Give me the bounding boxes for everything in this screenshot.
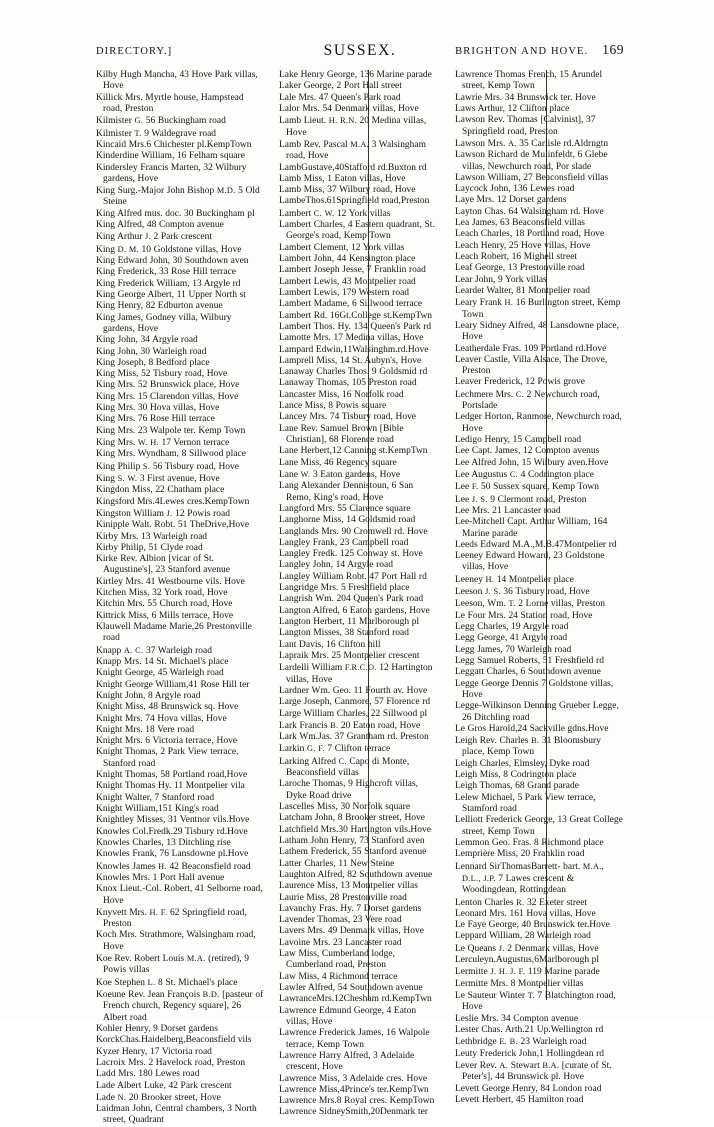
directory-entry: Kitchin Mrs. 55 Church road, Hove [96, 599, 233, 610]
directory-entry: Leeson, Wm. T. 2 Lorne villas, Preston [455, 599, 606, 610]
directory-column-2 [272, 70, 448, 1118]
directory-entry: Knowles Frank, 76 Lansdowne pl.Hove [96, 849, 249, 860]
directory-entry: Koe Stephen L. 8 St. Michael's place [96, 977, 238, 988]
directory-entry: Lea James, 63 Beaconsfield villas [455, 218, 585, 229]
directory-entry: Lade N. 20 Brooker street, Hove [96, 1092, 221, 1103]
directory-entry: LambeThos.61Springfield road,Preston [279, 196, 430, 207]
directory-entry: Leaver Castle, Villa Alsace, The Drove, Preston [455, 354, 608, 377]
directory-entry: Knight John, 8 Argyle road [96, 690, 201, 701]
directory-entry: Lardelli William F.R.C.O. 12 Hartington villas, Hove [279, 663, 433, 685]
directory-entry: Kinderdine William, 16 Felham square [96, 151, 245, 162]
directory-entry: Knight Mrs. 74 Hova villas, Hove [96, 713, 227, 724]
post-nominal: H. [149, 907, 159, 917]
post-nominal: M.A. [186, 954, 206, 964]
post-nominal: N. [117, 1092, 127, 1102]
post-nominal: F. [160, 907, 168, 917]
directory-entry: Latter Charles, 11 New Steine [279, 858, 395, 869]
post-nominal: J. [471, 494, 478, 504]
directory-entry: Lawrence Miss,4Prince's ter.KempTwn [279, 1084, 429, 1095]
directory-entry: Lane Herbert,12 Canning st.KempTwn [279, 446, 428, 457]
directory-entry: Langley Fredk. 125 Conway st. Hove [279, 549, 423, 560]
directory-entry: Lambert C. W. 12 York villas [279, 208, 391, 219]
directory-entry: Lambert Lewis, 43 Montpelier road [279, 276, 416, 287]
directory-entry: Leary Sidney Alfred, 48 Lansdowne place, Hove [455, 320, 619, 343]
directory-entry: King Frederick, 33 Rose Hill terrace [96, 267, 236, 278]
directory-entry: Knight Miss, 48 Brunswick sq. Hove [96, 702, 239, 713]
directory-entry: King Edward John, 30 Southdown aven [96, 256, 249, 266]
post-nominal: D.L., [462, 873, 481, 883]
directory-entry: Lenton Charles R. 32 Exeter street [455, 897, 588, 908]
directory-entry: Kirke Rev. Albion [vicar of St. Augustine's], 23 Stanford avenue [96, 554, 230, 576]
directory-entry: LambGustave,40Stafford rd.Buxton rd [279, 162, 427, 173]
post-nominal: B. [531, 736, 540, 746]
directory-column-1 [96, 70, 272, 1126]
directory-entry: Kirby Philip, 51 Clyde road [96, 542, 203, 553]
directory-entry: King Alfred mus. doc. 30 Buckingham pl [96, 208, 255, 219]
directory-entry: Lancey Mrs. 74 Tisbury road, Hove [279, 412, 417, 423]
directory-entry: Laughton Alfred, 82 Southdown avenue [279, 869, 433, 880]
directory-entry: Lear John, 9 York villas [455, 274, 547, 285]
directory-entry: Lamb Rev. Pascal M.A. 3 Walsingham road, Hove [279, 139, 427, 162]
directory-entry: Laurie Miss, 28 Prestonville road [279, 892, 407, 903]
directory-entry: Lever Rev. A. Stewart B.A. [curate of St. Peter's], 44 Brunswick pl. Hove [455, 1060, 612, 1083]
directory-entry: Leary Frank H. 16 Burlington street, Kemp Town [455, 298, 621, 320]
directory-entry: Lamb Miss, 1 Eaton villas, Hove [279, 173, 406, 184]
directory-entry: Large Joseph, Canmore, 57 Florence rd [279, 697, 431, 708]
post-nominal: E. [499, 1037, 508, 1047]
directory-entry: Leach Robert, 16 Mighell street [455, 252, 578, 262]
directory-entry: Lerculeyn.Augustus,6Marlborough pl [455, 955, 600, 966]
post-nominal: H. [328, 116, 338, 126]
directory-entry: Knight Thomas Hy. 11 Montpelier vila [96, 781, 245, 792]
directory-entry: Ledigo Henry, 15 Campbell road [455, 435, 582, 445]
directory-entry: Lawler Alfred, 54 Southdown avenue [279, 983, 423, 993]
directory-entry: Leeds Edward M.A.,M.B.47Montpelier rd [455, 539, 617, 550]
directory-entry: Leaf George, 13 Prestonville road [455, 263, 585, 274]
directory-entry: Lardner Wm. Geo. 11 Fourth av. Hove [279, 685, 428, 696]
directory-entry: Lale Mrs. 47 Queen's Park road [279, 92, 401, 103]
directory-entry: Kilmister T. 9 Waldegrave road [96, 128, 217, 139]
post-nominal: L. [147, 977, 156, 987]
post-nominal: S. [142, 461, 151, 471]
directory-entry: Langley John, 14 Argyle road [279, 560, 393, 571]
post-nominal: C. [135, 645, 144, 655]
directory-entry: Leigh Miss, 8 Codrington place [455, 770, 577, 781]
directory-entry: King Frederick William, 13 Argyle rd [96, 278, 241, 289]
directory-entry: Lane Miss, 46 Regency square [279, 457, 397, 468]
directory-entry: Langhorne Miss, 14 Goldsmid road [279, 515, 416, 526]
directory-entry: Large William Charles, 22 Sillwood pl [279, 708, 428, 719]
directory-entry: Le Four Mrs. 24 Station road, Hove [455, 610, 593, 621]
directory-entry: Lane Rev. Samuel Brown [Bible Christian], 68 Florence road [279, 423, 404, 445]
directory-entry: Leeney Edward Howard, 23 Goldstone villas, Hove [455, 551, 605, 573]
directory-entry: Ladd Mrs. 180 Lewes road [96, 1069, 200, 1080]
directory-entry: Legge-Wilkinson Denning Grueber Legge, 26 Ditchling road [455, 701, 619, 723]
post-nominal: C. [313, 208, 322, 218]
directory-entry: Kyzer Henry, 17 Victoria road [96, 1046, 212, 1057]
directory-entry: Langton Herbert, 11 Marlborough pl [279, 617, 420, 627]
directory-entry: Kirby Mrs. 13 Warleigh road [96, 531, 208, 542]
directory-entry: Langridge Mrs. 5 Freshfield place [279, 583, 410, 594]
post-nominal: T. [134, 128, 142, 138]
post-nominal: F. [518, 967, 526, 977]
post-nominal: B.D. [202, 990, 220, 999]
directory-entry: Lawrence Frederick James, 16 Walpole terrace, Kemp Town [279, 1028, 430, 1050]
directory-entry: Leigh Rev. Charles B. 31 Bloomsbury place, Kemp Town [455, 736, 601, 758]
directory-entry: Leuty Frederick John,1 Hollingdean rd [455, 1048, 604, 1059]
running-head-right [455, 42, 624, 58]
directory-entry: Le Queans J. 2 Denmark villas, Hove [455, 943, 599, 954]
directory-entry: Knight William,151 King's road [96, 804, 219, 814]
directory-entry: Legge George Dennis 7 Goldstone villas, Hove [455, 678, 614, 700]
post-nominal: S. [493, 587, 501, 597]
directory-entry: Leeney H. 14 Montpelier place [455, 574, 574, 585]
directory-entry: Kilby Hugh Mancha, 43 Hove Park villas, Hove [96, 70, 258, 92]
post-nominal: J.P. [483, 873, 496, 883]
post-nominal: B. [509, 1037, 518, 1047]
directory-entry: Lacroix Mrs. 2 Havelock road, Preston [96, 1057, 246, 1068]
directory-entry: Knight Mrs. 6 Victoria terrace, Hove [96, 736, 238, 747]
directory-entry: Kingdon Miss, 22 Chatham place [96, 485, 225, 496]
directory-entry: Laye Mrs. 12 Dorset gardens [455, 195, 567, 206]
post-nominal: C. [338, 756, 347, 766]
directory-entry: Lapraik Mrs. 25 Montpelier crescent [279, 650, 420, 661]
post-nominal: T. [527, 991, 535, 1000]
directory-entry: Knight Thomas, 58 Portland road,Hove [96, 770, 248, 781]
directory-entry: King Mrs. 76 Rose Hill terrace [96, 414, 215, 425]
post-nominal: C. [515, 389, 525, 399]
directory-entry: Lamb Miss, 37 Wilbury road, Hove [279, 185, 416, 196]
directory-entry: Lechmere Mrs. C. 2 Newchurch road, Portslade [455, 389, 600, 412]
directory-entry: King Joseph, 8 Bedford place [96, 357, 210, 368]
post-nominal: G. [306, 744, 316, 754]
directory-entry: Lambert Charles, 4 Eastern quadrant, St. George's road, Kemp Town [279, 220, 435, 242]
post-nominal: H. [485, 574, 495, 584]
directory-entry: Le Faye George, 40 Brunswick ter.Hove [455, 920, 610, 931]
directory-entry: King D. M. 10 Goldstone villas, Hove [96, 244, 242, 255]
post-nominal: A. [123, 645, 133, 655]
directory-entry: King Arthur J. 2 Park crescent [96, 232, 213, 243]
directory-entry: Lang Alexander Dennistoun, 6 San Remo, King's road, Hove [279, 481, 414, 503]
directory-entry: Legg George, 41 Argyle road [455, 633, 568, 644]
directory-entry: Koeune Rev. Jean François B.D. [pasteur of French church, Regency square], 26 Albert road [96, 990, 264, 1023]
post-nominal: J. [166, 508, 173, 518]
post-nominal: F.R.C.O. [344, 663, 377, 673]
directory-entry: Knight Thomas, 2 Park View terrace, Stanford road [96, 747, 239, 769]
post-nominal: W. [324, 208, 335, 218]
directory-entry: King Surg.-Major John Bishop M.D. 5 Old Steine [96, 186, 260, 208]
directory-entry: Lemmon Geo. Fras. 8 Richmond place [455, 837, 604, 848]
directory-entry: Lalor Mrs. 54 Denmark villas, Hove [279, 103, 419, 114]
directory-entry: Kilmister G. 56 Buckingham road [96, 116, 226, 127]
post-nominal: S. [480, 494, 488, 504]
directory-entry: Knight George William,41 Rose Hill ter [96, 679, 250, 690]
post-nominal: A. [499, 1060, 509, 1070]
directory-entry: Lethbridge E. B. 23 Warleigh road [455, 1037, 587, 1048]
directory-entry: LawranceMrs.12Chesham rd.KempTwn [279, 994, 432, 1005]
directory-entry: Knapp A. C. 37 Warleigh road [96, 645, 212, 656]
directory-entry: Lee Alfred John, 15 Wilbury aven.Hove [455, 457, 609, 468]
directory-entry: Lambert Madame, 6 Sillwood terrace [279, 299, 423, 310]
post-nominal: T. [508, 599, 516, 609]
directory-entry: Lee-Mitchell Capt. Arthur William, 164 Marine parade [455, 517, 608, 539]
directory-entry: Lee F. 50 Sussex square, Kemp Town [455, 482, 600, 493]
directory-entry: Lake Henry George, 136 Marine parade [279, 70, 432, 80]
directory-entry: Lambert Thos. Hy. 134 Queen's Park rd [279, 321, 432, 332]
directory-entry: Levett Herbert, 45 Hamilton road [455, 1094, 584, 1105]
directory-entry: Le Sauteur Winter T. 7 Blatchington road, Hove [455, 991, 616, 1013]
post-nominal: W. [137, 438, 148, 447]
directory-entry: Langlands Mrs. 90 Cromwell rd. Hove [279, 526, 428, 537]
directory-entry: Leach Henry, 25 Hove villas, Hove [455, 240, 591, 251]
directory-entry: Lavanchy Fras. Hy. 7 Dorset gardens [279, 903, 422, 914]
directory-entry: Langton Misses, 38 Stanford road [279, 628, 409, 639]
post-nominal: M.A., [582, 861, 604, 871]
directory-entry: Leardet Walter, 81 Montpelier road [455, 285, 590, 296]
directory-entry: King Mrs. 15 Clarendon villas, Hove [96, 391, 239, 402]
directory-entry: Leaver Frederick, 12 Powis grove [455, 377, 585, 388]
directory-entry: Klauwell Madame Marie,26 Prestonville road [96, 622, 252, 644]
directory-entry: Langford Mrs. 55 Clarence square [279, 503, 411, 514]
directory-entry: Killick Mrs. Myrtle house, Hampstead road, Preston [96, 92, 244, 114]
directory-entry: Kincaid Mrs.6 Chichester pl.KempTown [96, 139, 252, 150]
running-head-region: BRIGHTON AND HOVE. [455, 46, 589, 57]
directory-entry: Leonard Mrs. 161 Hova villas, Hove [455, 908, 596, 919]
directory-entry: Lambert Lewis, 179 Western road [279, 287, 410, 298]
directory-entry: Lance Miss, 8 Powis square [279, 401, 387, 412]
directory-entry: Lawson William, 27 Beaconsfield villas [455, 172, 609, 183]
directory-entry: Lee Capt. James, 12 Compton avenus [455, 446, 600, 457]
directory-entry: Knowles Charles, 13 Ditchling rise [96, 837, 231, 848]
directory-entry: Lelliott Frederick George, 13 Great College street, Kemp Town [455, 815, 623, 837]
directory-entry: Langton Alfred, 6 Eaton gardens, Hove [279, 605, 430, 616]
directory-entry: Koch Mrs. Strathmore, Walsingham road, Hove [96, 930, 256, 952]
directory-entry: Kittrick Miss, 6 Mills terrace, Hove [96, 610, 234, 621]
directory-entry: Lant Davis, 16 Clifton hill [279, 639, 381, 650]
directory-entry: Knox Lieut.-Col. Robert, 41 Selborne road, Hove [96, 884, 263, 906]
directory-entry: Lawrence Miss, 3 Adelaide cres. Hove [279, 1073, 428, 1084]
directory-entry: Laker George, 2 Port Hall street [279, 81, 402, 92]
directory-entry: Lawrence Thomas French, 15 Arundel street, Kemp Town [455, 70, 603, 92]
post-nominal: B. [330, 720, 339, 730]
directory-entry: Knowles James H. 42 Beaconsfield road [96, 861, 251, 872]
directory-entry: Knapp Mrs. 14 St. Michael's place [96, 656, 229, 667]
directory-entry: Laroche Thomas, 9 Highcroft villas, Dyke Road drive [279, 779, 419, 801]
running-head-left: DIRECTORY.] [96, 46, 173, 57]
directory-entry: Langley William Robt. 47 Port Hall rd [279, 571, 427, 582]
directory-entry: Lavers Mrs. 49 Denmark villas, Hove [279, 926, 424, 937]
directory-entry: Leggatt Charles, 6 Southdown avenue [455, 667, 601, 678]
directory-entry: Lamotte Mrs. 17 Medina villas, Hove [279, 333, 424, 344]
post-nominal: G. [134, 116, 144, 126]
post-nominal: H. [504, 298, 514, 308]
directory-entry: King John, 30 Warleigh road [96, 346, 207, 357]
post-nominal: J. [510, 967, 516, 977]
directory-entry: Lermitte Mrs. 8 Montpelier villas [455, 978, 584, 989]
directory-entry: Lee J. S. 9 Clermont road, Preston [455, 494, 587, 505]
directory-entry: Lawrence SidneySmith,20Denmark ter [279, 1107, 428, 1118]
post-nominal: A. [507, 138, 517, 148]
directory-entry: Lawrence Harry Alfred, 3 Adelaide crescent, Hove [279, 1050, 415, 1073]
directory-entry: Lester Chas. Arth.21 Up.Wellington rd [455, 1024, 604, 1035]
directory-entry: Koe Rev. Robert Louis M.A. (retired), 9 Powis villas [96, 954, 250, 976]
directory-entry: Law Miss, Cumberland lodge, Cumberland road, Preston [279, 949, 395, 971]
post-nominal: J. [485, 587, 491, 597]
directory-entry: Legg Samuel Roberts, 51 Freshfield rd [455, 655, 604, 666]
directory-entry: Lawrence Mrs.8 Royal cres. KempTown [279, 1096, 435, 1107]
directory-entry: Leigh Charles, Elmsley, Dyke road [455, 758, 590, 769]
directory-entry: Lee Augustus C. 4 Codrington place [455, 469, 594, 480]
directory-entry: Lambert Rd. 16Gt.College st.KempTwn [279, 310, 433, 321]
directory-entry: Kingston William J. 12 Powis road [96, 508, 230, 519]
directory-entry: King S. W. 3 First avenue, Hove [96, 473, 220, 484]
directory-entry: Kirtley Mrs. 41 Westbourne vils. Hove [96, 576, 245, 587]
directory-entry: King Miss, 52 Tisbury road, Hove [96, 369, 228, 380]
directory-entry: Legg Charles, 19 Argyle road [455, 622, 569, 632]
post-nominal: H. [150, 438, 159, 447]
post-nominal: C. [509, 469, 519, 479]
directory-entry: Lawson Richard de Mulinfeldt, 6 Glebe villas, Newchurch road, Por slade [455, 150, 608, 172]
directory-entry: Langrish Wm. 204 Queen's Park road [279, 594, 424, 605]
directory-entry: Ledger Horton, Ranmore, Newchurch road, Hove [455, 412, 622, 434]
post-nominal: J. [498, 943, 505, 953]
directory-entry: Larkin G. F. 7 Clifton terrace [279, 744, 391, 755]
directory-entry: Lawrie Mrs. 34 Brunswick ter. Hove [455, 92, 596, 103]
directory-entry: Lee Mrs. 21 Lancaster road [455, 505, 561, 516]
directory-entry: King Mrs. 52 Brunswick place, Hove [96, 380, 240, 391]
directory-entry: Layton Chas. 64 Walsingham rd. Hove [455, 206, 604, 217]
directory-entry: Le Gros Harold,24 Sackville gdns.Hove [455, 723, 609, 734]
post-nominal: R.N. [340, 116, 357, 126]
directory-entry: Laurence Miss, 13 Montpelier villas [279, 881, 418, 892]
directory-entry: Latchfield Mrs.30 Hartington vils.Hove [279, 824, 431, 835]
directory-entry: Lambert Clement, 12 York villas [279, 242, 405, 253]
directory-entry: Lathem Frederick, 55 Stanford avenue [279, 847, 427, 858]
directory-entry: Lermitte J. H. J. F. 119 Marine parade [455, 967, 600, 978]
directory-entry: Kingsford Mrs.4Lewes cres.KempTown [96, 496, 250, 507]
directory-entry: Leeson J. S. 36 Tisbury road, Hove [455, 587, 590, 598]
post-nominal: M. [128, 244, 139, 254]
directory-entry: Lamb Lieut. H. R.N. 20 Medina villas, Hove [279, 116, 427, 138]
post-nominal: M.D. [216, 186, 236, 196]
post-nominal: H. [158, 861, 167, 871]
page-number: 169 [602, 42, 624, 57]
directory-entry: Latham John Henry, 73 Stanford aven [279, 835, 425, 846]
post-nominal: R. [516, 897, 525, 907]
directory-columns [96, 70, 624, 1126]
post-nominal: W. [127, 473, 138, 483]
directory-entry: Law Miss, 4 Richmond terrace [279, 971, 398, 982]
directory-entry: Knight Walter, 7 Stanford road [96, 792, 215, 803]
directory-entry: Lawson Mrs. A. 35 Carlisle rd.Aldrngtn [455, 138, 609, 149]
directory-entry: Leatherdale Fras. 109 Portland rd.Hove [455, 343, 607, 354]
directory-entry: King Mrs. W. H. 17 Vernon terrace [96, 438, 230, 448]
directory-entry: Leach Charles, 18 Portland road, Hove [455, 229, 605, 240]
post-nominal: S. [117, 473, 125, 483]
directory-entry: KorckChas.Haidelberg,Beaconsfield vils [96, 1035, 252, 1046]
directory-entry: King Henry, 82 Edburton avenue [96, 301, 223, 312]
directory-entry: Lawrence Edmund George, 4 Eaton villas, Hove [279, 1005, 417, 1027]
directory-entry: King Mrs. 23 Walpole ter. Kemp Town [96, 425, 246, 436]
directory-entry: Laws Arthur, 12 Clifton place [455, 103, 570, 114]
post-nominal: F. [318, 744, 325, 754]
directory-entry: Knightley Misses, 31 Ventnor vils.Hove [96, 815, 250, 826]
directory-entry: Leppard William, 28 Warleigh road [455, 931, 591, 942]
directory-entry: Knowles Col.Fredk.29 Tisbury rd.Hove [96, 826, 248, 837]
running-head [96, 42, 624, 64]
directory-entry: Lamprell Miss, 14 St. Aubyn's, Hove [279, 355, 422, 366]
post-nominal: D. [117, 244, 127, 254]
post-nominal: M.A. [350, 139, 370, 149]
directory-entry: King George Albert, 11 Upper North st [96, 289, 246, 300]
directory-entry: Laycock John, 136 Lewes road [455, 184, 575, 195]
directory-entry: Kindersley Francis Marten, 32 Wilbury gardens, Hove [96, 162, 247, 184]
post-nominal: F. [471, 482, 479, 492]
directory-entry: Knight George, 45 Warleigh road [96, 668, 224, 679]
directory-entry: Lemprière Miss, 20 Franklin road [455, 849, 585, 860]
directory-column-3 [448, 70, 624, 1105]
directory-entry: Lambert John, 44 Kensington place [279, 254, 416, 264]
directory-entry: King John, 34 Argyle road [96, 335, 198, 346]
directory-entry: Langley Frank, 23 Campbell road [279, 537, 409, 548]
directory-entry: Knyvett Mrs. H. F. 62 Springfield road, Preston [96, 907, 247, 930]
running-head-center: SUSSEX. [323, 42, 397, 59]
directory-entry: Lampard Edwin,11Walsinghm.rd.Hove [279, 344, 429, 355]
directory-entry: Kohler Henry, 9 Dorset gardens [96, 1023, 218, 1034]
directory-entry: Lennard SirThomasBarrett- bart. M.A., D.L., J.P. 7 Lawes crescent & Woodingdean, Rottingdean [455, 861, 604, 896]
directory-entry: Knowles Mrs. 1 Port Hall avenue [96, 872, 225, 883]
directory-entry: Knight Mrs. 18 Vere road [96, 724, 195, 735]
directory-entry: Lark Francis B. 20 Eaton road, Hove [279, 720, 421, 731]
directory-entry: King Alfred, 48 Compton avenue [96, 220, 224, 231]
directory-entry: Leslie Mrs. 34 Compton avenue [455, 1013, 579, 1024]
directory-entry: Lawson Rev. Thomas [Calvinist], 37 Springfield road, Preston [455, 115, 596, 137]
directory-entry: Larking Alfred C. Capo di Monte, Beaconsfield villas [279, 756, 410, 779]
directory-entry: Lane W. 3 Eaton gardens, Hove [279, 469, 401, 480]
directory-entry: Lelew Michael, 5 Park View terrace, Stamford road [455, 792, 596, 814]
directory-entry: Leigh Thomas, 68 Grand parade [455, 781, 579, 792]
post-nominal: H. [498, 967, 508, 977]
post-nominal: J. [145, 232, 151, 242]
directory-entry: Lanaway Charles Thos. 9 Goldsmid rd [279, 367, 428, 378]
directory-entry: King Mrs. Wyndham, 8 Sillwood place [96, 449, 246, 460]
directory-entry: Laidman John, Central chambers, 3 North street, Quadrant [96, 1104, 257, 1126]
directory-entry: Lade Albert Luke, 42 Park crescent [96, 1080, 232, 1091]
directory-entry: Lascelles Miss, 30 Norfolk square [279, 802, 411, 812]
directory-entry: Lanaway Thomas, 105 Preston road [279, 378, 417, 389]
directory-entry: Kinipple Walt. Robt. 51 TheDrive,Hove [96, 520, 250, 531]
directory-entry: Lavoine Mrs. 23 Lancaster road [279, 937, 402, 948]
directory-entry: Latcham John, 8 Brooker street, Hove [279, 813, 426, 824]
post-nominal: B.A. [542, 1060, 560, 1070]
directory-entry: King Mrs. 30 Hova villas, Hove [96, 403, 220, 414]
directory-entry: Lavender Thomas, 23 Vere road [279, 915, 402, 926]
directory-entry: King Philip S. 56 Tisbury road, Hove [96, 461, 240, 472]
directory-entry: Kitchen Miss, 32 York road, Hove [96, 588, 228, 599]
directory-entry: Lambert Joseph Jesse, 7 Franklin road [279, 265, 426, 276]
directory-entry: King James, Godney villa, Wilbury gardens, Hove [96, 312, 232, 334]
directory-entry: Levett George Henry, 84 London road [455, 1083, 602, 1094]
post-nominal: J. [490, 967, 497, 977]
post-nominal: W. [300, 469, 311, 479]
directory-entry: Lancaster Miss, 16 Norfolk road [279, 389, 404, 400]
directory-entry: Lark Wm.Jas. 37 Grantham rd. Preston [279, 732, 429, 743]
directory-entry: Legg James, 70 Warleigh road [455, 644, 572, 655]
